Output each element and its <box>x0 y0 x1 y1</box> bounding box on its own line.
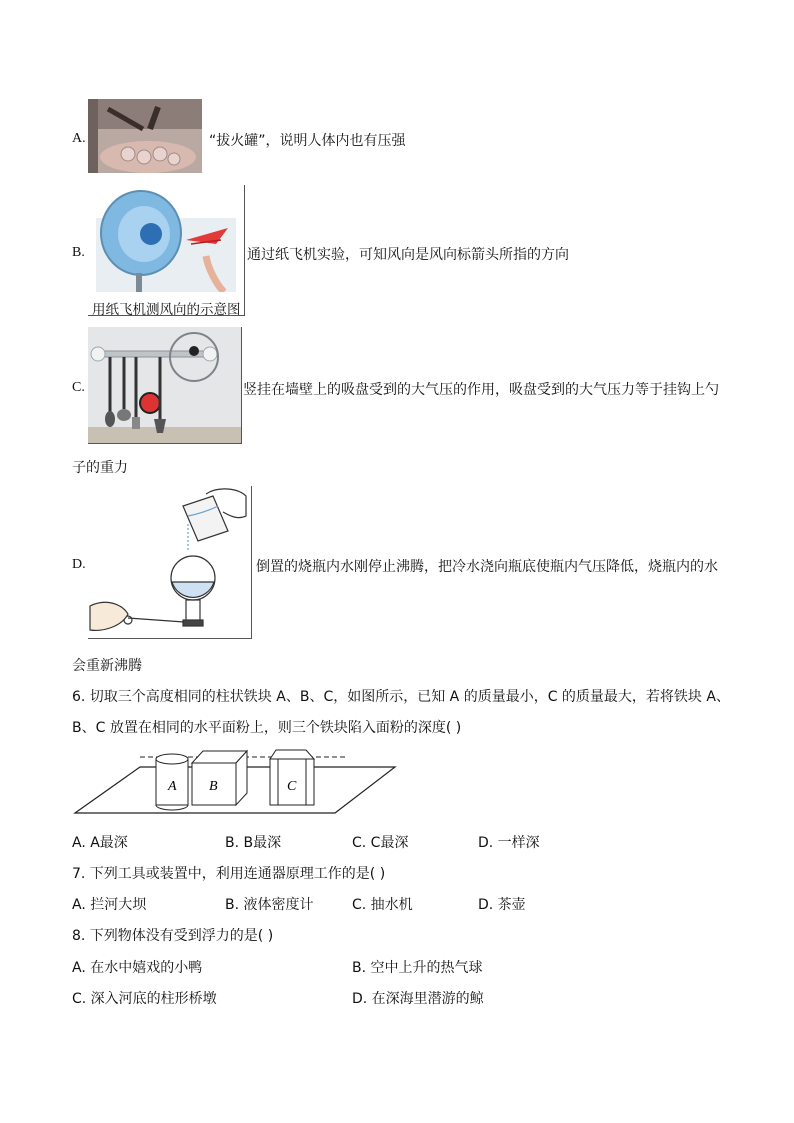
block-b-label: B <box>209 779 218 794</box>
q7-option-a[interactable]: A. 拦河大坝 <box>72 897 147 913</box>
q6-option-b[interactable]: B. B最深 <box>225 835 282 851</box>
option-c-text-line2: 子的重力 <box>72 460 128 476</box>
suction-hooks-photo <box>88 327 242 444</box>
block-c-label: C <box>287 779 297 794</box>
option-d-text-line1: 倒置的烧瓶内水刚停止沸腾，把冷水浇向瓶底使瓶内气压降低，烧瓶内的水 <box>256 559 718 575</box>
option-d-letter: D. <box>72 557 86 572</box>
option-c-letter: C. <box>72 380 85 395</box>
flask-diagram <box>88 486 252 639</box>
q6-option-c[interactable]: C. C最深 <box>352 835 409 851</box>
q6-option-d[interactable]: D. 一样深 <box>478 835 540 851</box>
option-d-text-line2: 会重新沸腾 <box>72 658 142 674</box>
block-a-label: A <box>168 779 177 794</box>
option-c-text-line1: 竖挂在墙壁上的吸盘受到的大气压的作用，吸盘受到的大气压力等于挂钩上勺 <box>243 382 719 398</box>
q8-option-d[interactable]: D. 在深海里潜游的鲸 <box>352 991 484 1007</box>
q8-option-c[interactable]: C. 深入河底的柱形桥墩 <box>72 991 217 1007</box>
q7-stem: 7. 下列工具或装置中，利用连通器原理工作的是( ) <box>72 866 386 882</box>
q8-stem: 8. 下列物体没有受到浮力的是( ) <box>72 928 274 944</box>
option-a-text: “拔火罐”，说明人体内也有压强 <box>209 133 406 149</box>
q6-stem-line1: 6. 切取三个高度相同的柱状铁块 A、B、C，如图所示，已知 A 的质量最小，C 的质量最大，若将铁块 A、 <box>72 689 730 705</box>
option-b-text: 通过纸飞机实验，可知风向是风向标箭头所指的方向 <box>247 247 569 263</box>
cupping-photo <box>88 99 202 173</box>
q7-option-d[interactable]: D. 茶壶 <box>478 897 526 913</box>
fan-figure-caption: 用纸飞机测风向的示意图 <box>92 302 241 318</box>
option-b-letter: B. <box>72 245 85 260</box>
q6-option-a[interactable]: A. A最深 <box>72 835 128 851</box>
q7-option-b[interactable]: B. 液体密度计 <box>225 897 314 913</box>
option-a-letter: A. <box>72 131 86 146</box>
q8-option-b[interactable]: B. 空中上升的热气球 <box>352 960 483 976</box>
q7-option-c[interactable]: C. 抽水机 <box>352 897 413 913</box>
iron-blocks-diagram <box>70 745 400 817</box>
q6-stem-line2: B、C 放置在相同的水平面粉上，则三个铁块陷入面粉的深度( ) <box>72 720 462 736</box>
q8-option-a[interactable]: A. 在水中嬉戏的小鸭 <box>72 960 203 976</box>
fan-illustration <box>96 188 236 292</box>
